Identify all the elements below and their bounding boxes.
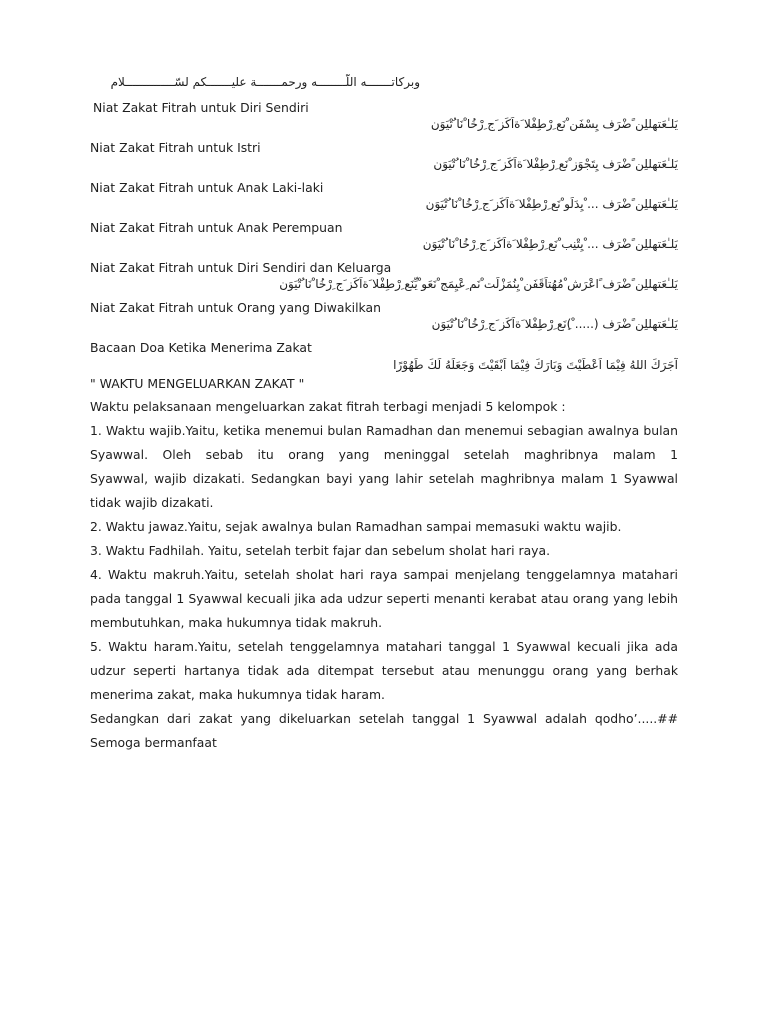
niat-arabic-istri: يَلـٰعَتهِللِن ًضْرَف يِتَجْوَز ْنَع ِرْطِفْلا َةاَكَز َج ِرْخُا ْنَا ُتْيَوَن [433,157,678,171]
doa-arabic: آجَرَكَ اللهُ فِيْمَا اَعْطَيْتَ وَبَارَكَ فِيْمَا اَبْقَيْتَ وَجَعَلَهُ لَكَ طَهُوْرًا [393,358,678,372]
niat-title-diri-sendiri: Niat Zakat Fitrah untuk Diri Sendiri [93,100,309,115]
niat-arabic-keluarga: يَلـٰعَتهِللِن ًضْرَف ًاعْرَش ْمُهُتاَقَفَن ْيِنُمَزْلَت ْنَم ِعْيِمَج ْنَعَو ْيِّنَع ِرْطِفْلا َةاَكَز َج ِرْخُا ْنَا ُتْيَوَن [279,277,678,291]
section-title-waktu: " WAKTU MENGELUARKAN ZAKAT " [90,376,305,391]
niat-title-istri: Niat Zakat Fitrah untuk Istri [90,140,261,155]
niat-title-diwakilkan: Niat Zakat Fitrah untuk Orang yang Diwakilkan [90,300,381,315]
niat-arabic-anak-laki: يَلـٰعَتهِللِن ًضْرَف ... ْيِدَلَو ْنَع ِرْطِفْلا َةاَكَز َج ِرْخُا ْنَا ُتْيَوَن [425,197,678,211]
item-waktu-haram: 5. Waktu haram.Yaitu, setelah tenggelamnya matahari tanggal 1 Syawwal kecuali jika ada udzur seperti hartanya tidak ada ditempat tersebut atau menunggu orang yang berhak menerima zakat, maka hukumnya tidak haram. [90,639,678,702]
item-waktu-fadhilah: 3. Waktu Fadhilah. Yaitu, setelah terbit fajar dan sebelum sholat hari raya. [90,543,551,558]
niat-title-anak-perempuan: Niat Zakat Fitrah untuk Anak Perempuan [90,220,343,235]
niat-arabic-diwakilkan: يَلـٰعَتهِللِن ًضْرَف (..... ْ)ِنَع ِرْطِفْلا َةاَكَز َج ِرْخُا ْنَا ُتْيَوَن [431,317,678,331]
document-body [90,74,678,755]
item-waktu-jawaz: 2. Waktu jawaz.Yaitu, sejak awalnya bulan Ramadhan sampai memasuki waktu wajib. [90,519,622,534]
niat-title-keluarga: Niat Zakat Fitrah untuk Diri Sendiri dan Keluarga [90,260,392,275]
salam-greeting: وبركاتـــــــه اللّــــــــه ورحمـــــــة عليـــــــكم لسّــــــــــــــلام [110,75,420,89]
item-waktu-makruh: 4. Waktu makruh.Yaitu, setelah sholat hari raya sampai menjelang tenggelamnya matahari pada tanggal 1 Syawwal kecuali jika ada udzur seperti menanti kerabat atau orang yang lebih membutuhkan, maka hukumnya tidak makruh. [90,567,678,630]
niat-arabic-diri-sendiri: يَلـٰعَتهِللِن ًضْرَف يِسْفَن ْنَع ِرْطِفْلا َةاَكَز َج ِرْخُا ْنَا ُتْيَوَن [430,117,678,131]
niat-title-anak-laki: Niat Zakat Fitrah untuk Anak Laki-laki [90,180,324,195]
item-waktu-wajib-part1: 1. Waktu wajib.Yaitu, ketika menemui bulan Ramadhan dan menemui sebagian awalnya bulan Syawwal. Oleh sebab itu orang yang meninggal setelah maghribnya malam 1 [90,423,678,462]
intro-paragraph: Waktu pelaksanaan mengeluarkan zakat fitrah terbagi menjadi 5 kelompok : [90,399,566,414]
niat-arabic-anak-perempuan: يَلـٰعَتهِللِن ًضْرَف ... ْيِتْنِب ْنَع ِرْطِفْلا َةاَكَز َج ِرْخُا ْنَا ُتْيَوَن [422,237,678,251]
doa-title: Bacaan Doa Ketika Menerima Zakat [90,340,312,355]
item-waktu-wajib-part2: Syawwal, wajib dizakati. Sedangkan bayi yang lahir setelah maghribnya malam 1 Syawwal tidak wajib dizakati. [90,471,678,510]
closing-paragraph: Sedangkan dari zakat yang dikeluarkan setelah tanggal 1 Syawwal adalah qodho’.....## Semoga bermanfaat [90,711,678,750]
